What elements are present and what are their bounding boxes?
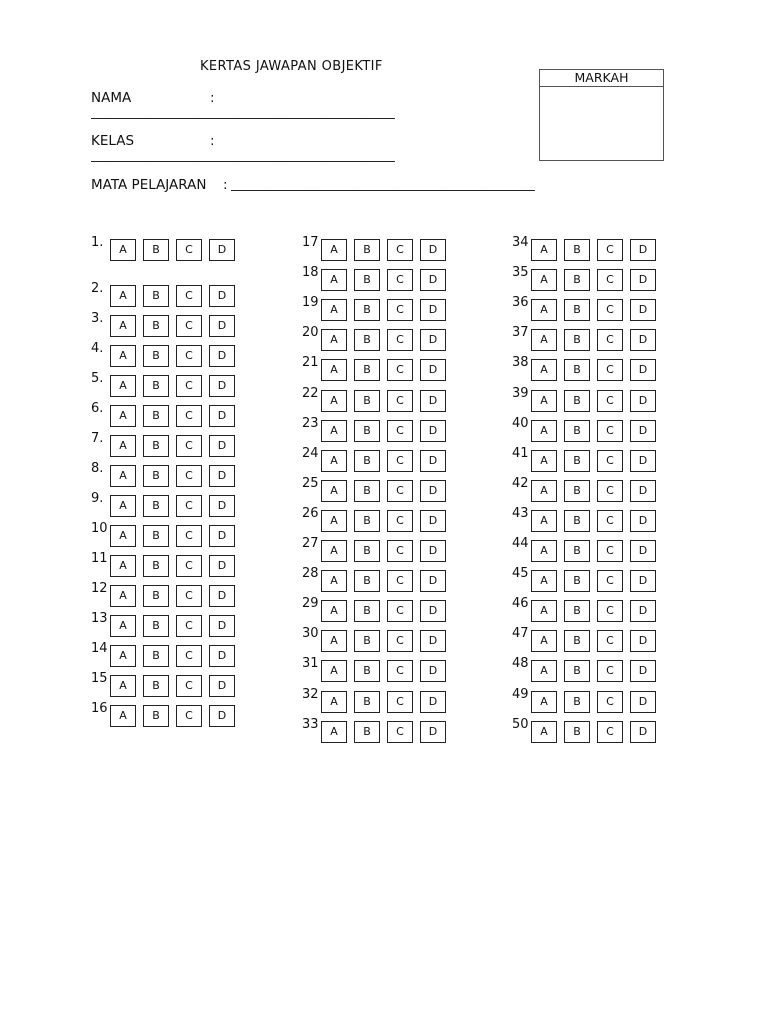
- option-box-c[interactable]: C: [387, 239, 413, 261]
- question-number: 36: [512, 295, 529, 310]
- option-box-d[interactable]: D: [420, 510, 446, 532]
- option-box-c[interactable]: C: [387, 600, 413, 622]
- option-box-a[interactable]: A: [110, 285, 136, 307]
- option-box-a[interactable]: A: [321, 691, 347, 713]
- option-box-d[interactable]: D: [420, 269, 446, 291]
- question-number: 7.: [91, 431, 104, 446]
- option-box-c[interactable]: C: [387, 420, 413, 442]
- option-box-c[interactable]: C: [597, 600, 623, 622]
- question-number: 25: [302, 476, 319, 491]
- option-box-d[interactable]: D: [630, 480, 656, 502]
- option-box-c[interactable]: C: [387, 390, 413, 412]
- option-box-d[interactable]: D: [420, 390, 446, 412]
- option-box-a[interactable]: A: [321, 480, 347, 502]
- option-box-d[interactable]: D: [420, 630, 446, 652]
- option-box-d[interactable]: D: [420, 239, 446, 261]
- option-box-a[interactable]: A: [321, 239, 347, 261]
- option-box-c[interactable]: C: [387, 510, 413, 532]
- option-box-d[interactable]: D: [209, 345, 235, 367]
- option-box-d[interactable]: D: [420, 480, 446, 502]
- option-box-d[interactable]: D: [420, 299, 446, 321]
- question-number: 6.: [91, 401, 104, 416]
- option-box-b[interactable]: B: [143, 495, 169, 517]
- option-box-d[interactable]: D: [630, 420, 656, 442]
- option-box-a[interactable]: A: [531, 299, 557, 321]
- option-box-d[interactable]: D: [630, 239, 656, 261]
- option-box-d[interactable]: D: [209, 315, 235, 337]
- option-box-a[interactable]: A: [321, 540, 347, 562]
- option-box-d[interactable]: D: [420, 691, 446, 713]
- option-box-b[interactable]: B: [564, 721, 590, 743]
- question-number: 14: [91, 641, 108, 656]
- option-box-a[interactable]: A: [321, 660, 347, 682]
- option-box-a[interactable]: A: [110, 315, 136, 337]
- option-box-b[interactable]: B: [354, 540, 380, 562]
- option-box-a[interactable]: A: [531, 329, 557, 351]
- kelas-colon: :: [210, 133, 215, 149]
- option-box-a[interactable]: A: [531, 600, 557, 622]
- option-box-c[interactable]: C: [387, 570, 413, 592]
- question-number: 4.: [91, 341, 104, 356]
- option-box-b[interactable]: B: [143, 345, 169, 367]
- option-box-a[interactable]: A: [531, 359, 557, 381]
- option-box-b[interactable]: B: [564, 600, 590, 622]
- question-number: 37: [512, 325, 529, 340]
- option-box-a[interactable]: A: [321, 390, 347, 412]
- option-box-d[interactable]: D: [209, 675, 235, 697]
- option-box-a[interactable]: A: [110, 435, 136, 457]
- option-box-b[interactable]: B: [354, 600, 380, 622]
- option-box-c[interactable]: C: [387, 691, 413, 713]
- question-number: 19: [302, 295, 319, 310]
- question-number: 41: [512, 446, 529, 461]
- markah-box: [539, 69, 664, 161]
- option-box-b[interactable]: B: [564, 540, 590, 562]
- option-box-d[interactable]: D: [630, 299, 656, 321]
- option-box-b[interactable]: B: [564, 359, 590, 381]
- option-box-b[interactable]: B: [143, 645, 169, 667]
- option-box-a[interactable]: A: [531, 540, 557, 562]
- option-box-b[interactable]: B: [143, 239, 169, 261]
- option-box-c[interactable]: C: [597, 359, 623, 381]
- option-box-c[interactable]: C: [597, 630, 623, 652]
- question-number: 35: [512, 265, 529, 280]
- option-box-a[interactable]: A: [110, 375, 136, 397]
- question-number: 50: [512, 717, 529, 732]
- option-box-a[interactable]: A: [531, 480, 557, 502]
- question-number: 21: [302, 355, 319, 370]
- option-box-a[interactable]: A: [531, 510, 557, 532]
- option-box-c[interactable]: C: [597, 570, 623, 592]
- option-box-c[interactable]: C: [597, 510, 623, 532]
- option-box-b[interactable]: B: [564, 691, 590, 713]
- option-box-b[interactable]: B: [354, 299, 380, 321]
- option-box-a[interactable]: A: [531, 691, 557, 713]
- option-box-d[interactable]: D: [209, 495, 235, 517]
- question-number: 30: [302, 626, 319, 641]
- option-box-b[interactable]: B: [564, 269, 590, 291]
- option-box-c[interactable]: C: [597, 299, 623, 321]
- mata-pelajaran-label: MATA PELAJARAN: [91, 177, 207, 193]
- option-box-b[interactable]: B: [354, 721, 380, 743]
- option-box-b[interactable]: B: [143, 375, 169, 397]
- question-number: 26: [302, 506, 319, 521]
- option-box-a[interactable]: A: [321, 630, 347, 652]
- option-box-b[interactable]: B: [354, 420, 380, 442]
- option-box-d[interactable]: D: [630, 329, 656, 351]
- option-box-b[interactable]: B: [564, 630, 590, 652]
- option-box-d[interactable]: D: [420, 660, 446, 682]
- option-box-d[interactable]: D: [630, 691, 656, 713]
- option-box-d[interactable]: D: [630, 540, 656, 562]
- option-box-a[interactable]: A: [110, 345, 136, 367]
- option-box-b[interactable]: B: [143, 675, 169, 697]
- option-box-a[interactable]: A: [531, 450, 557, 472]
- option-box-b[interactable]: B: [354, 329, 380, 351]
- option-box-a[interactable]: A: [321, 420, 347, 442]
- option-box-d[interactable]: D: [420, 600, 446, 622]
- option-box-b[interactable]: B: [143, 555, 169, 577]
- option-box-c[interactable]: C: [387, 540, 413, 562]
- option-box-b[interactable]: B: [564, 660, 590, 682]
- option-box-c[interactable]: C: [387, 359, 413, 381]
- option-box-d[interactable]: D: [630, 570, 656, 592]
- question-number: 43: [512, 506, 529, 521]
- question-number: 15: [91, 671, 108, 686]
- question-number: 42: [512, 476, 529, 491]
- question-number: 10: [91, 521, 108, 536]
- question-number: 44: [512, 536, 529, 551]
- option-box-b[interactable]: B: [564, 480, 590, 502]
- option-box-a[interactable]: A: [110, 615, 136, 637]
- option-box-a[interactable]: A: [531, 420, 557, 442]
- question-number: 29: [302, 596, 319, 611]
- option-box-c[interactable]: C: [597, 329, 623, 351]
- option-box-c[interactable]: C: [597, 269, 623, 291]
- option-box-a[interactable]: A: [531, 239, 557, 261]
- option-box-b[interactable]: B: [564, 329, 590, 351]
- question-number: 5.: [91, 371, 104, 386]
- option-box-c[interactable]: C: [597, 691, 623, 713]
- option-box-a[interactable]: A: [110, 525, 136, 547]
- option-box-b[interactable]: B: [143, 705, 169, 727]
- option-box-b[interactable]: B: [354, 660, 380, 682]
- option-box-a[interactable]: A: [321, 269, 347, 291]
- option-box-c[interactable]: C: [176, 525, 202, 547]
- question-number: 9.: [91, 491, 104, 506]
- option-box-d[interactable]: D: [209, 465, 235, 487]
- option-box-b[interactable]: B: [143, 585, 169, 607]
- question-number: 33: [302, 717, 319, 732]
- nama-colon: :: [210, 90, 215, 106]
- page-title: KERTAS JAWAPAN OBJEKTIF: [200, 59, 383, 74]
- option-box-c[interactable]: C: [597, 660, 623, 682]
- question-number: 1.: [91, 235, 104, 250]
- kelas-label: KELAS: [91, 133, 135, 149]
- option-box-c[interactable]: C: [597, 721, 623, 743]
- option-box-c[interactable]: C: [387, 299, 413, 321]
- option-box-d[interactable]: D: [209, 615, 235, 637]
- option-box-d[interactable]: D: [420, 540, 446, 562]
- option-box-d[interactable]: D: [209, 375, 235, 397]
- option-box-b[interactable]: B: [143, 615, 169, 637]
- option-box-a[interactable]: A: [110, 239, 136, 261]
- question-number: 39: [512, 386, 529, 401]
- option-box-d[interactable]: D: [630, 359, 656, 381]
- option-box-c[interactable]: C: [597, 239, 623, 261]
- option-box-a[interactable]: A: [110, 465, 136, 487]
- option-box-b[interactable]: B: [354, 480, 380, 502]
- option-box-a[interactable]: A: [531, 570, 557, 592]
- question-number: 22: [302, 386, 319, 401]
- option-box-c[interactable]: C: [176, 345, 202, 367]
- option-box-d[interactable]: D: [209, 405, 235, 427]
- option-box-a[interactable]: A: [321, 570, 347, 592]
- option-box-d[interactable]: D: [209, 645, 235, 667]
- option-box-a[interactable]: A: [321, 450, 347, 472]
- option-box-a[interactable]: A: [321, 510, 347, 532]
- option-box-d[interactable]: D: [630, 660, 656, 682]
- option-box-b[interactable]: B: [564, 450, 590, 472]
- question-number: 11: [91, 551, 108, 566]
- option-box-c[interactable]: C: [176, 585, 202, 607]
- option-box-b[interactable]: B: [354, 510, 380, 532]
- option-box-c[interactable]: C: [387, 630, 413, 652]
- option-box-d[interactable]: D: [420, 721, 446, 743]
- question-number: 31: [302, 656, 319, 671]
- option-box-b[interactable]: B: [354, 239, 380, 261]
- option-box-b[interactable]: B: [354, 691, 380, 713]
- option-box-c[interactable]: C: [176, 435, 202, 457]
- question-number: 38: [512, 355, 529, 370]
- question-number: 20: [302, 325, 319, 340]
- option-box-a[interactable]: A: [110, 405, 136, 427]
- option-box-c[interactable]: C: [387, 450, 413, 472]
- option-box-a[interactable]: A: [321, 721, 347, 743]
- option-box-d[interactable]: D: [630, 510, 656, 532]
- option-box-c[interactable]: C: [597, 390, 623, 412]
- option-box-c[interactable]: C: [597, 480, 623, 502]
- option-box-d[interactable]: D: [420, 359, 446, 381]
- option-box-d[interactable]: D: [420, 420, 446, 442]
- question-number: 17: [302, 235, 319, 250]
- option-box-b[interactable]: B: [354, 359, 380, 381]
- question-number: 18: [302, 265, 319, 280]
- option-box-a[interactable]: A: [531, 660, 557, 682]
- nama-label: NAMA: [91, 90, 132, 106]
- option-box-d[interactable]: D: [209, 285, 235, 307]
- option-box-d[interactable]: D: [209, 239, 235, 261]
- option-box-c[interactable]: C: [387, 721, 413, 743]
- question-number: 46: [512, 596, 529, 611]
- option-box-c[interactable]: C: [176, 615, 202, 637]
- option-box-c[interactable]: C: [176, 375, 202, 397]
- option-box-a[interactable]: A: [321, 359, 347, 381]
- kelas-field[interactable]: _____________________________________________: [91, 147, 395, 163]
- option-box-a[interactable]: A: [321, 299, 347, 321]
- option-box-a[interactable]: A: [110, 675, 136, 697]
- option-box-d[interactable]: D: [209, 435, 235, 457]
- question-number: 2.: [91, 281, 104, 296]
- option-box-c[interactable]: C: [387, 329, 413, 351]
- option-box-a[interactable]: A: [110, 555, 136, 577]
- question-number: 45: [512, 566, 529, 581]
- option-box-a[interactable]: A: [531, 721, 557, 743]
- option-box-b[interactable]: B: [564, 570, 590, 592]
- option-box-c[interactable]: C: [176, 705, 202, 727]
- question-number: 49: [512, 687, 529, 702]
- option-box-c[interactable]: C: [176, 495, 202, 517]
- question-number: 40: [512, 416, 529, 431]
- option-box-b[interactable]: B: [564, 420, 590, 442]
- question-number: 3.: [91, 311, 104, 326]
- option-box-d[interactable]: D: [420, 450, 446, 472]
- option-box-c[interactable]: C: [176, 555, 202, 577]
- option-box-c[interactable]: C: [176, 315, 202, 337]
- question-number: 13: [91, 611, 108, 626]
- option-box-d[interactable]: D: [209, 525, 235, 547]
- option-box-b[interactable]: B: [143, 465, 169, 487]
- option-box-c[interactable]: C: [176, 675, 202, 697]
- option-box-c[interactable]: C: [387, 660, 413, 682]
- markah-label: MARKAH: [540, 70, 663, 87]
- option-box-b[interactable]: B: [354, 390, 380, 412]
- option-box-c[interactable]: C: [387, 269, 413, 291]
- option-box-b[interactable]: B: [143, 435, 169, 457]
- option-box-c[interactable]: C: [176, 405, 202, 427]
- option-box-b[interactable]: B: [354, 450, 380, 472]
- option-box-d[interactable]: D: [630, 269, 656, 291]
- option-box-c[interactable]: C: [387, 480, 413, 502]
- question-number: 24: [302, 446, 319, 461]
- question-number: 28: [302, 566, 319, 581]
- option-box-b[interactable]: B: [564, 390, 590, 412]
- option-box-d[interactable]: D: [420, 329, 446, 351]
- option-box-d[interactable]: D: [630, 721, 656, 743]
- nama-field[interactable]: _____________________________________________: [91, 104, 395, 120]
- option-box-d[interactable]: D: [209, 585, 235, 607]
- option-box-c[interactable]: C: [176, 285, 202, 307]
- question-number: 16: [91, 701, 108, 716]
- option-box-d[interactable]: D: [420, 570, 446, 592]
- option-box-b[interactable]: B: [143, 525, 169, 547]
- option-box-d[interactable]: D: [630, 390, 656, 412]
- question-number: 23: [302, 416, 319, 431]
- option-box-a[interactable]: A: [110, 585, 136, 607]
- option-box-a[interactable]: A: [531, 630, 557, 652]
- option-box-b[interactable]: B: [564, 510, 590, 532]
- question-number: 27: [302, 536, 319, 551]
- option-box-c[interactable]: C: [597, 450, 623, 472]
- option-box-b[interactable]: B: [143, 315, 169, 337]
- option-box-c[interactable]: C: [176, 645, 202, 667]
- option-box-d[interactable]: D: [209, 555, 235, 577]
- mata-pelajaran-colon: :: [223, 177, 228, 193]
- mata-pelajaran-field[interactable]: _____________________________________________: [231, 176, 535, 192]
- option-box-d[interactable]: D: [630, 600, 656, 622]
- question-number: 34: [512, 235, 529, 250]
- option-box-c[interactable]: C: [176, 465, 202, 487]
- question-number: 32: [302, 687, 319, 702]
- question-number: 8.: [91, 461, 104, 476]
- option-box-b[interactable]: B: [354, 269, 380, 291]
- option-box-c[interactable]: C: [176, 239, 202, 261]
- option-box-b[interactable]: B: [143, 405, 169, 427]
- option-box-b[interactable]: B: [564, 239, 590, 261]
- option-box-a[interactable]: A: [110, 705, 136, 727]
- option-box-c[interactable]: C: [597, 420, 623, 442]
- option-box-b[interactable]: B: [354, 630, 380, 652]
- option-box-a[interactable]: A: [531, 390, 557, 412]
- question-number: 12: [91, 581, 108, 596]
- option-box-d[interactable]: D: [630, 630, 656, 652]
- option-box-d[interactable]: D: [209, 705, 235, 727]
- option-box-a[interactable]: A: [110, 495, 136, 517]
- option-box-b[interactable]: B: [143, 285, 169, 307]
- option-box-a[interactable]: A: [110, 645, 136, 667]
- option-box-d[interactable]: D: [630, 450, 656, 472]
- question-number: 48: [512, 656, 529, 671]
- option-box-c[interactable]: C: [597, 540, 623, 562]
- question-number: 47: [512, 626, 529, 641]
- option-box-a[interactable]: A: [321, 600, 347, 622]
- option-box-a[interactable]: A: [321, 329, 347, 351]
- option-box-a[interactable]: A: [531, 269, 557, 291]
- option-box-b[interactable]: B: [354, 570, 380, 592]
- option-box-b[interactable]: B: [564, 299, 590, 321]
